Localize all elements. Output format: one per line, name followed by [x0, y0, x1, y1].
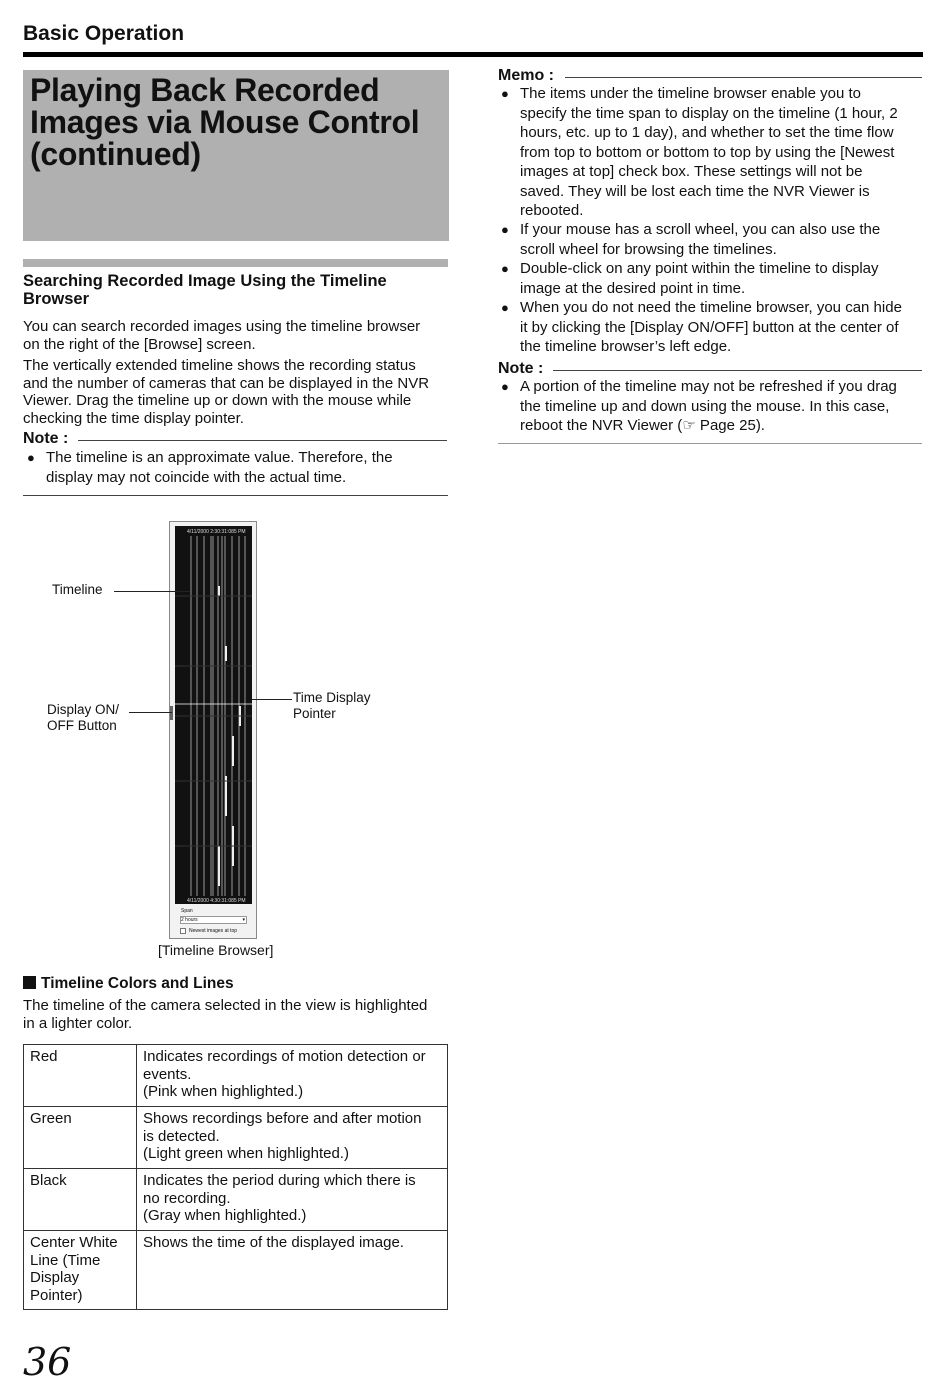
text-line: When you do not need the timeline browser, you can hide	[520, 299, 902, 316]
memo-label: Memo :	[498, 67, 554, 84]
table-row	[24, 1231, 448, 1310]
text-line: A portion of the timeline may not be refreshed if you drag	[520, 378, 897, 395]
section-title: Basic Operation	[23, 22, 185, 45]
text-line: The items under the timeline browser enable you to	[520, 85, 862, 102]
timeline-area	[175, 526, 252, 904]
text-line: specify the time span to display on the timeline (1 hour, 2	[520, 104, 898, 122]
bullet-icon: ●	[501, 379, 509, 394]
pointer-label	[293, 690, 371, 722]
colors-heading	[23, 975, 234, 993]
text-line: Center White	[30, 1234, 118, 1251]
header-rule	[23, 52, 923, 57]
span-label: Span	[181, 908, 193, 914]
text-line: Red	[30, 1048, 58, 1065]
text-line: saved. They will be lost each time the NVR Viewer is	[520, 182, 870, 200]
note-label: Note :	[498, 360, 544, 377]
text-line: Pointer)	[30, 1286, 83, 1304]
color-name-cell	[24, 1107, 137, 1169]
color-desc-cell	[137, 1231, 448, 1310]
text-line: on the right of the [Browse] screen.	[23, 335, 256, 353]
display-button-label	[47, 702, 119, 734]
text-line: You can search recorded images using the timeline browser	[23, 318, 421, 335]
square-bullet-icon	[23, 976, 36, 989]
span-select-value: 2 hours	[181, 917, 198, 923]
timeline-top-time: 4/11/2000 2:30:31:085 PM	[187, 529, 246, 535]
timeline-browser-figure	[169, 521, 257, 939]
subheading-line: Browser	[23, 290, 90, 308]
colors-intro	[23, 997, 453, 1032]
text-line: Display	[30, 1269, 80, 1286]
text-line: Display ON/	[47, 702, 120, 717]
subheading-line: Searching Recorded Image Using the Timeline	[23, 272, 387, 290]
display-on-off-button[interactable]	[170, 706, 173, 720]
page-title-line: (continued)	[30, 136, 201, 172]
text-line: Indicates the period during which there is	[143, 1172, 416, 1189]
subheading-bar	[23, 259, 448, 267]
text-line: (Light green when highlighted.)	[143, 1145, 349, 1162]
text-line: The timeline of the camera selected in the view is highlighted	[23, 997, 428, 1014]
text-line: hours, etc. up to 1 day), and whether to set the time flow	[520, 124, 894, 141]
text-line: events.	[143, 1065, 192, 1083]
memo-rule	[565, 77, 922, 78]
note-end-rule	[498, 443, 922, 444]
timeline-leader	[114, 591, 190, 592]
page-number: 36	[23, 1340, 72, 1384]
page-title-line: Images via Mouse Control	[30, 104, 420, 140]
text-line: is detected.	[143, 1127, 220, 1145]
text-line: display may not coincide with the actual time.	[46, 468, 347, 486]
color-name-cell	[24, 1169, 137, 1231]
text-line: Green	[30, 1110, 72, 1127]
text-line: it by clicking the [Display ON/OFF] button at the center of	[520, 318, 899, 336]
newest-checkbox-label: Newest images at top	[189, 928, 238, 934]
colors-heading-text: Timeline Colors and Lines	[41, 975, 234, 992]
page-reference: Page 25).	[695, 417, 765, 434]
text-line: The timeline is an approximate value. Therefore, the	[46, 449, 393, 466]
timeline-graphic	[175, 526, 252, 904]
timeline-bottom-time: 4/11/2000 4:30:31:085 PM	[187, 898, 246, 904]
text-line: Shows recordings before and after motion	[143, 1110, 422, 1127]
chevron-down-icon: ▾	[242, 917, 245, 923]
text-line: Time Display	[293, 690, 371, 705]
newest-checkbox[interactable]	[180, 928, 186, 934]
colors-table	[23, 1044, 448, 1310]
bullet-icon: ●	[501, 86, 509, 101]
text-line: (Pink when highlighted.)	[143, 1083, 304, 1100]
text-line: the timeline up and down using the mouse. In this case,	[520, 397, 890, 415]
bullet-icon: ●	[27, 450, 35, 465]
note-end-rule	[23, 495, 448, 496]
text-line: OFF Button	[47, 718, 117, 733]
text-line: in a lighter color.	[23, 1014, 133, 1032]
span-select[interactable]	[180, 916, 247, 924]
text-line	[520, 416, 897, 436]
title-box	[23, 70, 449, 241]
text-line: Black	[30, 1172, 67, 1189]
text-line: no recording.	[143, 1189, 231, 1207]
pointing-hand-icon: ☞	[682, 417, 696, 434]
bullet-icon: ●	[501, 222, 509, 237]
display-button-leader	[129, 712, 172, 713]
color-desc-cell	[137, 1107, 448, 1169]
color-name-cell	[24, 1231, 137, 1310]
text-line: Pointer	[293, 706, 336, 721]
text-line: image at the desired point in time.	[520, 279, 746, 297]
text-line: (Gray when highlighted.)	[143, 1207, 307, 1224]
note-rule	[553, 370, 922, 371]
note-rule	[78, 440, 447, 441]
figure-caption: [Timeline Browser]	[158, 942, 274, 958]
text-line: the timeline browser’s left edge.	[520, 338, 732, 355]
page-title-line: Playing Back Recorded	[30, 72, 380, 108]
text-line: Line (Time	[30, 1251, 101, 1269]
text-line: scroll wheel for browsing the timelines.	[520, 240, 777, 258]
bullet-icon: ●	[501, 300, 509, 315]
pointer-leader	[252, 699, 292, 700]
text-line: Indicates recordings of motion detection or	[143, 1048, 426, 1065]
text-line: rebooted.	[520, 202, 584, 219]
bullet-icon: ●	[501, 261, 509, 276]
note-label: Note :	[23, 430, 69, 447]
table-row	[24, 1107, 448, 1169]
text-line: Shows the time of the displayed image.	[143, 1234, 404, 1251]
text-line: If your mouse has a scroll wheel, you can also use the	[520, 221, 881, 238]
subheading	[23, 272, 448, 308]
color-desc-cell	[137, 1045, 448, 1107]
text-line: Viewer. Drag the timeline up or down with the mouse while	[23, 392, 412, 409]
text-line: from top to bottom or bottom to top by using the [Newest	[520, 143, 895, 161]
text-line: and the number of cameras that can be displayed in the NVR	[23, 374, 430, 392]
page-title	[30, 74, 419, 170]
table-row	[24, 1045, 448, 1107]
intro-paragraph	[23, 318, 453, 353]
timeline-label: Timeline	[52, 582, 103, 597]
timeline-paragraph	[23, 357, 453, 427]
text-fragment: reboot the NVR Viewer (	[520, 417, 683, 434]
table-row	[24, 1169, 448, 1231]
text-line: images at top] check box. These settings will not be	[520, 163, 863, 180]
text-line: checking the time display pointer.	[23, 409, 244, 427]
color-desc-cell	[137, 1169, 448, 1231]
text-line: Double-click on any point within the timeline to display	[520, 260, 879, 277]
color-name-cell	[24, 1045, 137, 1107]
text-line: The vertically extended timeline shows the recording status	[23, 357, 416, 374]
